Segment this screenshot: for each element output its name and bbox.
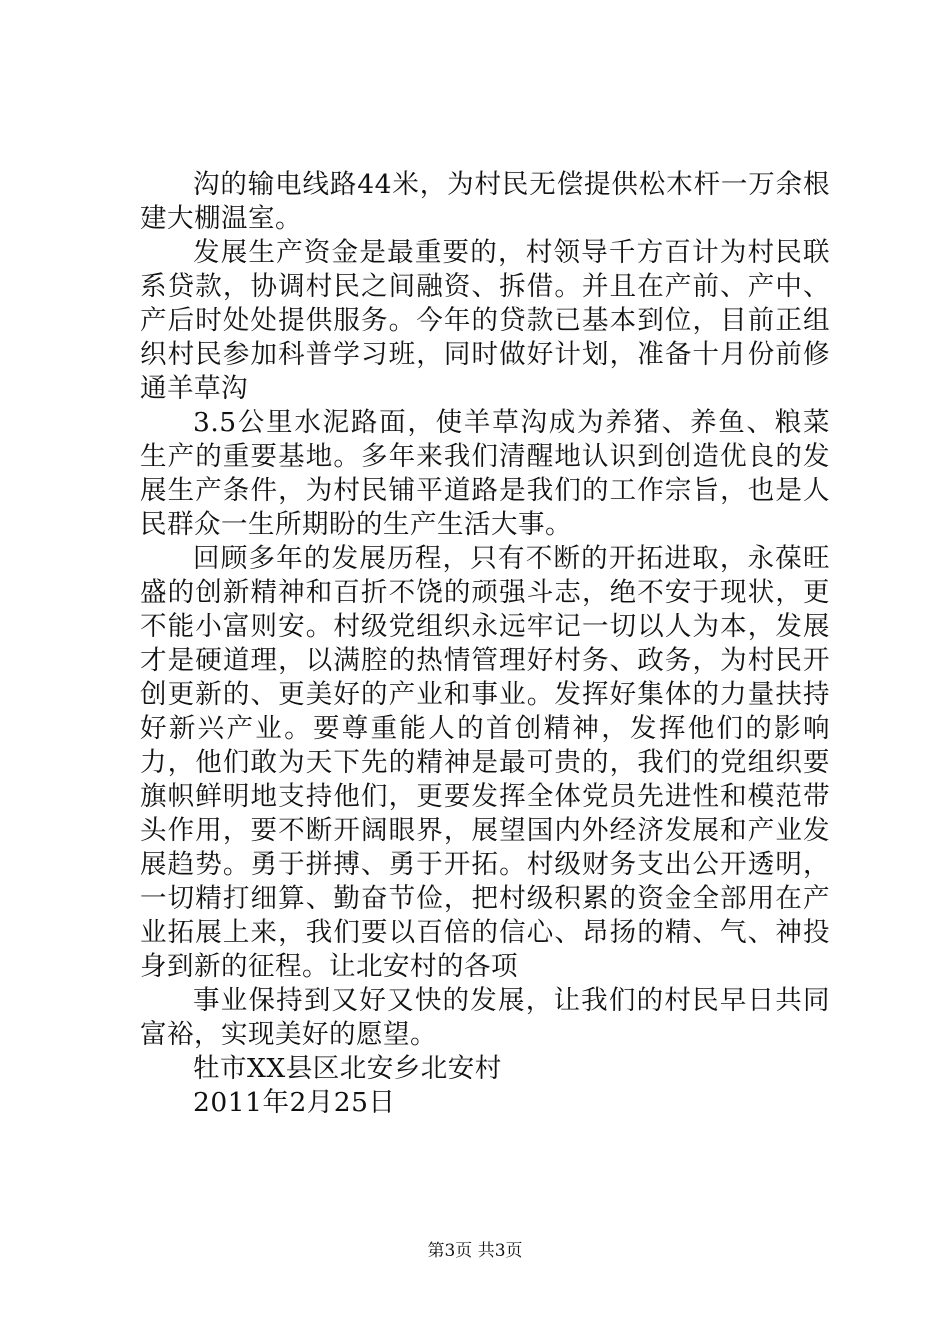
- body-paragraph: 沟的输电线路44米，为村民无偿提供松木杆一万余根建大棚温室。: [140, 169, 830, 234]
- page-footer: 第3页 共3页: [427, 1241, 523, 1261]
- document-body: [140, 168, 830, 1120]
- body-paragraph: 回顾多年的发展历程，只有不断的开拓进取，永葆旺盛的创新精神和百折不饶的顽强斗志，绝不安于现状，更不能小富则安。村级党组织永远牢记一切以人为本，发展才是硬道理，以满腔的热情管理好村务、政务，为村民开创更新的、更美好的产业和事业。发挥好集体的力量扶持好新兴产业。要尊重能人的首创精神，发挥他们的影响力，他们敢为天下先的精神是最可贵的，我们的党组织要旗帜鲜明地支持他们，更要发挥全体党员先进性和模范带头作用，要不断开阔眼界，展望国内外经济发展和产业发展趋势。勇于拼搏、勇于开拓。村级财务支出公开透明，一切精打细算、勤奋节俭，把村级积累的资金全部用在产业拓展上来，我们要以百倍的信心、昂扬的精、气、神投身到新的征程。让北安村的各项: [140, 543, 830, 982]
- date-line: 2011年2月25日: [193, 1087, 396, 1118]
- body-paragraph: 事业保持到又好又快的发展，让我们的村民早日共同富裕，实现美好的愿望。: [140, 985, 830, 1050]
- signature-line: 牡市XX县区北安乡北安村: [193, 1053, 502, 1084]
- body-paragraph: 发展生产资金是最重要的，村领导千方百计为村民联系贷款，协调村民之间融资、拆借。并且在产前、产中、产后时处处提供服务。今年的贷款已基本到位，目前正组织村民参加科普学习班，同时做好计划，准备十月份前修通羊草沟: [140, 237, 830, 404]
- body-paragraph: 3.5公里水泥路面，使羊草沟成为养猪、养鱼、粮菜生产的重要基地。多年来我们清醒地认识到创造优良的发展生产条件，为村民铺平道路是我们的工作宗旨，也是人民群众一生所期盼的生产生活大事。: [140, 407, 830, 540]
